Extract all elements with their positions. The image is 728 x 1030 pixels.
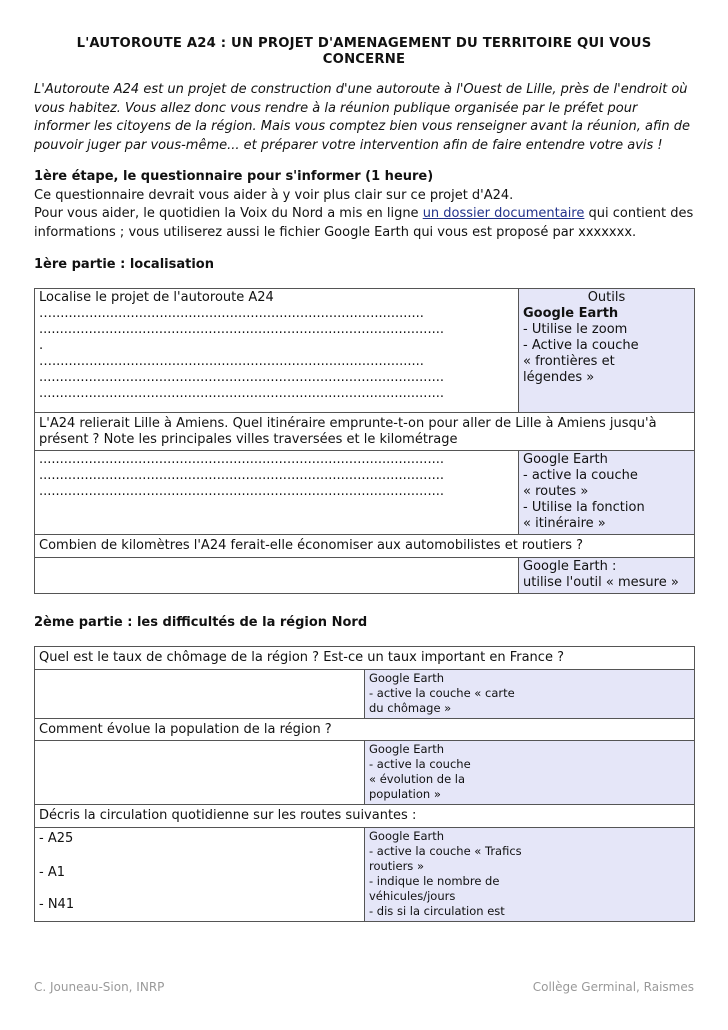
footer-school: Collège Germinal, Raismes [532, 980, 694, 994]
tool-line: Google Earth [369, 742, 445, 756]
table-row [35, 557, 695, 593]
answer-cell[interactable] [35, 450, 519, 534]
answer-cell[interactable] [35, 670, 365, 719]
road-label: - A25 [39, 831, 74, 846]
tools-cell [365, 828, 695, 922]
tool-line: Google Earth [523, 451, 608, 467]
question-cell: Combien de kilomètres l'A24 ferait-elle économiser aux automobilistes et routiers ? [35, 534, 695, 557]
part1-heading: 1ère partie : localisation [34, 257, 214, 272]
question-cell: L'A24 relierait Lille à Amiens. Quel itinéraire emprunte-t-on pour aller de Lille à Amiens jusqu'à présent ? Note les principales villes traversées et le kilométrage [35, 412, 695, 450]
road-label: - A1 [39, 865, 65, 880]
tool-line: - Utilise le zoom [523, 321, 628, 337]
part2-table [34, 646, 695, 922]
road-label: - N41 [39, 897, 75, 912]
tool-line: - active la couche [369, 757, 471, 771]
intro-paragraph: L'Autoroute A24 est un projet de construction d'une autoroute à l'Ouest de Lille, près de l'endroit où vous habitez. Vous allez donc vous rendre à la réunion publique organisée par le préfet pour informer les citoyens de la région. Mais vous comptez bien vous renseigner avant la réunion, afin de pouvoir juger par vous-même... et préparer votre intervention afin de faire entendre votre avis ! [34, 82, 690, 153]
tool-line: - Active la couche [523, 337, 639, 353]
tool-line: - active la couche [523, 467, 638, 483]
dossier-documentaire-link[interactable]: un dossier documentaire [422, 206, 585, 221]
answer-line: . [39, 337, 44, 353]
answer-line: .................................................................................................. [39, 451, 444, 467]
answer-line: .................................................................................................. [39, 321, 444, 337]
table-row [35, 647, 695, 670]
tool-line: - active la couche « Trafics [369, 844, 522, 858]
step1-line1: Ce questionnaire devrait vous aider à y voir plus clair sur ce projet d'A24. [34, 187, 514, 203]
step1-line2-before: Pour vous aider, le quotidien la Voix du Nord a mis en ligne [34, 206, 423, 221]
answer-cell[interactable] [35, 557, 519, 593]
footer-author: C. Jouneau-Sion, INRP [34, 980, 165, 994]
part1-table [34, 288, 695, 594]
tools-cell [519, 288, 695, 412]
table-row [35, 719, 695, 741]
answer-line: ….......................................................................................... [39, 353, 424, 369]
document-title: L'AUTOROUTE A24 : UN PROJET D'AMENAGEMENT DU TERRITOIRE QUI VOUS CONCERNE [76, 36, 652, 67]
tool-line: légendes » [523, 369, 595, 385]
question-cell[interactable] [35, 288, 519, 412]
question-cell: Quel est le taux de chômage de la région ? Est-ce un taux important en France ? [35, 647, 695, 670]
answer-line: .................................................................................................. [39, 385, 444, 401]
answer-line: .................................................................................................. [39, 467, 444, 483]
tools-cell [365, 741, 695, 805]
tool-line: population » [369, 787, 441, 801]
tool-line: « itinéraire » [523, 515, 606, 531]
table-row [35, 450, 695, 534]
tool-line: - dis si la circulation est [369, 904, 505, 918]
tool-line: utilise l'outil « mesure » [523, 574, 679, 590]
tools-cell [519, 450, 695, 534]
answer-line: ….......................................................................................... [39, 305, 424, 321]
answer-cell[interactable] [35, 741, 365, 805]
tool-line: - indique le nombre de [369, 874, 500, 888]
tool-line: routiers » [369, 859, 424, 873]
step1-section [34, 168, 694, 242]
tool-line: Google Earth [369, 829, 445, 843]
table-row [35, 805, 695, 828]
tool-line: Google Earth : [523, 558, 617, 574]
page-footer [34, 980, 694, 994]
part2-heading: 2ème partie : les difficultés de la région Nord [34, 614, 368, 630]
table-row [35, 412, 695, 450]
tool-line: véhicules/jours [369, 889, 456, 903]
question-cell: Décris la circulation quotidienne sur les routes suivantes : [35, 805, 695, 828]
tool-line: Google Earth [369, 671, 445, 685]
table-row [35, 534, 695, 557]
table-row [35, 828, 695, 922]
tool-line: - Utilise la fonction [523, 499, 645, 515]
tool-line: « routes » [523, 483, 589, 499]
table-row [35, 288, 695, 412]
question-text: Localise le projet de l'autoroute A24 [39, 289, 274, 305]
tools-cell [519, 557, 695, 593]
tool-line: « frontières et [523, 353, 615, 369]
step1-line2 [34, 205, 694, 242]
answer-line: .................................................................................................. [39, 483, 444, 499]
tool-line: - active la couche « carte [369, 686, 515, 700]
tools-title: Google Earth [523, 305, 619, 321]
document-page [34, 36, 694, 922]
table-row [35, 741, 695, 805]
answer-cell[interactable] [35, 828, 365, 922]
tools-cell [365, 670, 695, 719]
question-cell: Comment évolue la population de la région ? [35, 719, 695, 741]
tool-line: du chômage » [369, 701, 452, 715]
table-row [35, 670, 695, 719]
step1-heading: 1ère étape, le questionnaire pour s'informer (1 heure) [34, 169, 434, 184]
answer-line: .................................................................................................. [39, 369, 444, 385]
tool-line: « évolution de la [369, 772, 466, 786]
tools-header: Outils [587, 289, 626, 305]
step1-line2-after: qui contient des informations ; vous utiliserez aussi le fichier Google Earth qui vous est proposé par xxxxxxx. [34, 206, 694, 240]
